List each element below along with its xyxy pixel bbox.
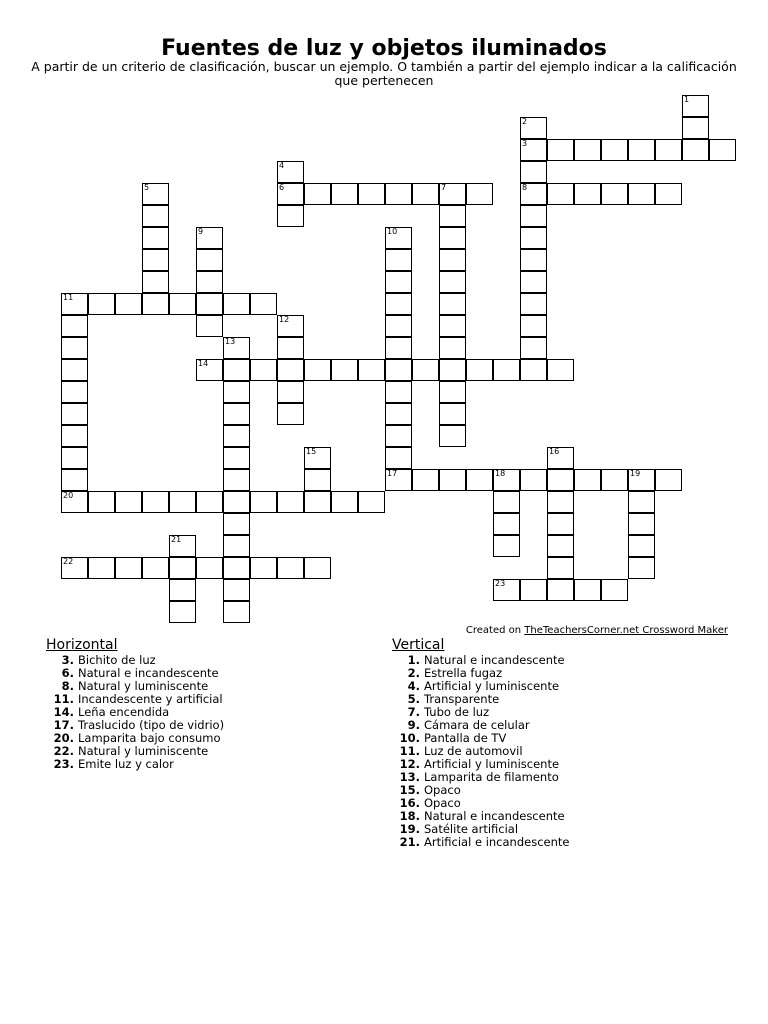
crossword-cell[interactable]	[439, 403, 466, 425]
crossword-cell[interactable]	[277, 183, 304, 205]
crossword-cell[interactable]	[223, 359, 250, 381]
crossword-cell[interactable]	[628, 535, 655, 557]
clue-number: 15	[306, 447, 317, 456]
crossword-cell[interactable]	[547, 513, 574, 535]
crossword-cell[interactable]	[196, 227, 223, 249]
clue-item-text: Pantalla de TV	[424, 731, 507, 745]
clue-number: 18	[495, 469, 506, 478]
crossword-cell[interactable]	[142, 227, 169, 249]
crossword-cell[interactable]	[439, 227, 466, 249]
crossword-cell[interactable]	[142, 557, 169, 579]
clue-item-text: Leña encendida	[78, 705, 170, 719]
crossword-cell[interactable]	[115, 293, 142, 315]
crossword-cell[interactable]	[277, 205, 304, 227]
crossword-cell[interactable]	[223, 579, 250, 601]
clue-item-number: 2.	[407, 666, 420, 680]
clue-number: 13	[225, 337, 236, 346]
crossword-cell[interactable]	[655, 139, 682, 161]
crossword-cell[interactable]	[223, 425, 250, 447]
crossword-cell[interactable]	[709, 139, 736, 161]
clue-item-text: Artificial y luminiscente	[424, 679, 560, 693]
crossword-cell[interactable]	[142, 271, 169, 293]
crossword-cell[interactable]	[385, 359, 412, 381]
clue-number: 16	[549, 447, 560, 456]
crossword-cell[interactable]	[439, 337, 466, 359]
crossword-cell[interactable]	[385, 469, 412, 491]
crossword-cell[interactable]	[385, 227, 412, 249]
crossword-cell[interactable]	[250, 491, 277, 513]
crossword-cell[interactable]	[547, 359, 574, 381]
clue-item-number: 3.	[61, 653, 74, 667]
clue-number: 14	[198, 359, 209, 368]
clue-number: 6	[279, 183, 285, 192]
clue-item-text: Transparente	[424, 692, 500, 706]
crossword-cell[interactable]	[493, 535, 520, 557]
crossword-cell[interactable]	[601, 579, 628, 601]
crossword-cell[interactable]	[439, 271, 466, 293]
crossword-cell[interactable]	[385, 447, 412, 469]
clue-number: 11	[63, 293, 74, 302]
credit-prefix: Created on	[465, 625, 522, 636]
crossword-cell[interactable]	[412, 183, 439, 205]
crossword-cell[interactable]	[223, 403, 250, 425]
horizontal-clue-list	[46, 654, 224, 771]
clue-item-number: 23.	[53, 757, 74, 771]
crossword-cell[interactable]	[169, 293, 196, 315]
crossword-cell[interactable]	[196, 359, 223, 381]
crossword-cell[interactable]	[520, 205, 547, 227]
clue-item-text: Estrella fugaz	[424, 666, 503, 680]
crossword-cell[interactable]	[358, 183, 385, 205]
clue-item-number: 13.	[399, 770, 420, 784]
crossword-cell[interactable]	[520, 271, 547, 293]
crossword-cell[interactable]	[61, 447, 88, 469]
crossword-cell[interactable]	[250, 359, 277, 381]
crossword-cell[interactable]	[196, 271, 223, 293]
crossword-cell[interactable]	[628, 491, 655, 513]
horizontal-clues	[46, 637, 224, 771]
crossword-cell[interactable]	[601, 183, 628, 205]
crossword-cell[interactable]	[601, 469, 628, 491]
crossword-cell[interactable]	[277, 337, 304, 359]
crossword-cell[interactable]	[223, 535, 250, 557]
crossword-cell[interactable]	[493, 469, 520, 491]
crossword-cell[interactable]	[61, 359, 88, 381]
crossword-cell[interactable]	[547, 139, 574, 161]
crossword-cell[interactable]	[223, 337, 250, 359]
crossword-cell[interactable]	[601, 139, 628, 161]
clue-item-text: Cámara de celular	[424, 718, 530, 732]
crossword-cell[interactable]	[574, 183, 601, 205]
clue-item-text: Opaco	[424, 796, 461, 810]
credit-link[interactable]: TheTeachersCorner.net Crossword Maker	[524, 625, 728, 636]
crossword-cell[interactable]	[547, 535, 574, 557]
crossword-cell[interactable]	[169, 601, 196, 623]
crossword-cell[interactable]	[223, 513, 250, 535]
crossword-cell[interactable]	[520, 249, 547, 271]
crossword-cell[interactable]	[277, 491, 304, 513]
clue-number: 7	[441, 183, 447, 192]
crossword-cell[interactable]	[304, 491, 331, 513]
crossword-cell[interactable]	[169, 535, 196, 557]
clue-item-number: 10.	[399, 731, 420, 745]
clue-item-text: Natural e incandescente	[424, 653, 565, 667]
crossword-cell[interactable]	[493, 513, 520, 535]
crossword-cell[interactable]	[385, 337, 412, 359]
crossword-cell[interactable]	[61, 403, 88, 425]
crossword-cell[interactable]	[61, 381, 88, 403]
clue-item-number: 12.	[399, 757, 420, 771]
crossword-cell[interactable]	[196, 557, 223, 579]
clue-number: 9	[198, 227, 204, 236]
crossword-cell[interactable]	[439, 183, 466, 205]
crossword-cell[interactable]	[331, 183, 358, 205]
crossword-cell[interactable]	[682, 117, 709, 139]
crossword-cell[interactable]	[277, 161, 304, 183]
clue-item-text: Lamparita bajo consumo	[78, 731, 221, 745]
clue-item-number: 20.	[53, 731, 74, 745]
page-title: Fuentes de luz y objetos iluminados	[161, 36, 607, 61]
credit-line	[466, 625, 728, 636]
crossword-cell[interactable]	[88, 491, 115, 513]
crossword-cell[interactable]	[304, 183, 331, 205]
clue-item-number: 5.	[407, 692, 420, 706]
crossword-cell[interactable]	[385, 249, 412, 271]
crossword-cell[interactable]	[169, 579, 196, 601]
crossword-cell[interactable]	[628, 469, 655, 491]
clue-item	[392, 836, 569, 849]
crossword-cell[interactable]	[547, 557, 574, 579]
crossword-cell[interactable]	[574, 469, 601, 491]
crossword-cell[interactable]	[439, 249, 466, 271]
crossword-cell[interactable]	[169, 491, 196, 513]
clue-item-number: 7.	[407, 705, 420, 719]
crossword-cell[interactable]	[142, 249, 169, 271]
crossword-cell[interactable]	[196, 491, 223, 513]
crossword-cell[interactable]	[466, 469, 493, 491]
clue-item-number: 16.	[399, 796, 420, 810]
crossword-cell[interactable]	[520, 183, 547, 205]
crossword-cell[interactable]	[196, 315, 223, 337]
crossword-cell[interactable]	[682, 95, 709, 117]
crossword-cell[interactable]	[385, 271, 412, 293]
vertical-clues	[392, 637, 569, 849]
clue-item-number: 17.	[53, 718, 74, 732]
clue-item-number: 11.	[53, 692, 74, 706]
clue-item-number: 21.	[399, 835, 420, 849]
crossword-cell[interactable]	[439, 293, 466, 315]
crossword-cell[interactable]	[439, 205, 466, 227]
crossword-cell[interactable]	[520, 293, 547, 315]
clue-item-number: 18.	[399, 809, 420, 823]
crossword-cell[interactable]	[61, 315, 88, 337]
crossword-cell[interactable]	[466, 359, 493, 381]
clue-item-text: Tubo de luz	[424, 705, 490, 719]
clue-item-text: Natural y luminiscente	[78, 744, 209, 758]
clue-item	[46, 758, 224, 771]
crossword-cell[interactable]	[439, 469, 466, 491]
crossword-cell[interactable]	[628, 513, 655, 535]
clue-item-text: Opaco	[424, 783, 461, 797]
crossword-cell[interactable]	[412, 469, 439, 491]
clue-item-number: 8.	[61, 679, 74, 693]
clue-item-text: Lamparita de filamento	[424, 770, 559, 784]
clue-number: 8	[522, 183, 528, 192]
crossword-cell[interactable]	[547, 579, 574, 601]
crossword-cell[interactable]	[304, 557, 331, 579]
crossword-cell[interactable]	[493, 579, 520, 601]
crossword-cell[interactable]	[439, 359, 466, 381]
crossword-cell[interactable]	[277, 557, 304, 579]
clue-item-number: 1.	[407, 653, 420, 667]
crossword-cell[interactable]	[142, 205, 169, 227]
crossword-cell[interactable]	[655, 183, 682, 205]
crossword-cell[interactable]	[520, 117, 547, 139]
crossword-cell[interactable]	[520, 161, 547, 183]
crossword-cell[interactable]	[520, 337, 547, 359]
crossword-cell[interactable]	[223, 601, 250, 623]
crossword-cell[interactable]	[493, 491, 520, 513]
clue-item-text: Luz de automovil	[424, 744, 523, 758]
crossword-cell[interactable]	[520, 315, 547, 337]
crossword-cell[interactable]	[277, 315, 304, 337]
crossword-cell[interactable]	[304, 469, 331, 491]
crossword-cell[interactable]	[547, 183, 574, 205]
clue-number: 2	[522, 117, 528, 126]
crossword-cell[interactable]	[520, 139, 547, 161]
crossword-cell[interactable]	[439, 425, 466, 447]
crossword-cell[interactable]	[439, 315, 466, 337]
clue-number: 19	[630, 469, 641, 478]
clue-item-text: Traslucido (tipo de vidrio)	[78, 718, 225, 732]
crossword-cell[interactable]	[115, 557, 142, 579]
crossword-cell[interactable]	[331, 359, 358, 381]
crossword-cell[interactable]	[250, 557, 277, 579]
clue-item-text: Natural e incandescente	[424, 809, 565, 823]
crossword-cell[interactable]	[142, 293, 169, 315]
clue-item-text: Artificial y luminiscente	[424, 757, 560, 771]
crossword-cell[interactable]	[385, 425, 412, 447]
crossword-cell[interactable]	[682, 139, 709, 161]
crossword-cell[interactable]	[61, 469, 88, 491]
clue-item-text: Emite luz y calor	[78, 757, 174, 771]
crossword-cell[interactable]	[196, 249, 223, 271]
clue-number: 17	[387, 469, 398, 478]
clue-item-text: Natural e incandescente	[78, 666, 219, 680]
clue-number: 1	[684, 95, 690, 104]
clue-item-number: 19.	[399, 822, 420, 836]
clue-item-text: Incandescente y artificial	[78, 692, 223, 706]
clue-item-number: 11.	[399, 744, 420, 758]
crossword-cell[interactable]	[142, 491, 169, 513]
clue-number: 23	[495, 579, 506, 588]
clue-number: 10	[387, 227, 398, 236]
crossword-cell[interactable]	[223, 447, 250, 469]
clue-item-text: Natural y luminiscente	[78, 679, 209, 693]
crossword-cell[interactable]	[520, 227, 547, 249]
crossword-cell[interactable]	[628, 557, 655, 579]
crossword-cell[interactable]	[61, 293, 88, 315]
crossword-cell[interactable]	[223, 557, 250, 579]
crossword-cell[interactable]	[223, 491, 250, 513]
crossword-cell[interactable]	[385, 293, 412, 315]
horizontal-heading: Horizontal	[46, 637, 118, 653]
crossword-cell[interactable]	[385, 403, 412, 425]
clue-number: 12	[279, 315, 290, 324]
crossword-cell[interactable]	[574, 139, 601, 161]
crossword-cell[interactable]	[61, 491, 88, 513]
clue-item-number: 4.	[407, 679, 420, 693]
crossword-cell[interactable]	[223, 293, 250, 315]
crossword-cell[interactable]	[223, 381, 250, 403]
crossword-cell[interactable]	[277, 381, 304, 403]
crossword-cell[interactable]	[250, 293, 277, 315]
clue-number: 20	[63, 491, 74, 500]
crossword-cell[interactable]	[385, 183, 412, 205]
clue-item-number: 22.	[53, 744, 74, 758]
crossword-cell[interactable]	[277, 403, 304, 425]
crossword-cell[interactable]	[655, 469, 682, 491]
clue-number: 21	[171, 535, 182, 544]
crossword-cell[interactable]	[61, 557, 88, 579]
clue-number: 5	[144, 183, 150, 192]
clue-item-number: 6.	[61, 666, 74, 680]
crossword-cell[interactable]	[547, 447, 574, 469]
crossword-cell[interactable]	[466, 183, 493, 205]
vertical-heading: Vertical	[392, 637, 445, 653]
crossword-cell[interactable]	[628, 139, 655, 161]
clue-item-number: 15.	[399, 783, 420, 797]
crossword-cell[interactable]	[574, 579, 601, 601]
clue-number: 4	[279, 161, 285, 170]
crossword-cell[interactable]	[628, 183, 655, 205]
crossword-cell[interactable]	[547, 491, 574, 513]
crossword-cell[interactable]	[385, 315, 412, 337]
crossword-cell[interactable]	[88, 557, 115, 579]
crossword-cell[interactable]	[520, 469, 547, 491]
clue-number: 22	[63, 557, 74, 566]
crossword-cell[interactable]	[115, 491, 142, 513]
crossword-cell[interactable]	[88, 293, 115, 315]
vertical-clue-list	[392, 654, 569, 849]
crossword-cell[interactable]	[169, 557, 196, 579]
instructions: A partir de un criterio de clasificación, buscar un ejemplo. O también a partir del ejemplo indicar a la calificación que pertenecen	[31, 59, 737, 88]
crossword-cell[interactable]	[304, 359, 331, 381]
clue-item-text: Bichito de luz	[78, 653, 156, 667]
crossword-cell[interactable]	[61, 425, 88, 447]
crossword-cell[interactable]	[493, 359, 520, 381]
crossword-cell[interactable]	[358, 491, 385, 513]
clue-item-number: 14.	[53, 705, 74, 719]
crossword-cell[interactable]	[547, 469, 574, 491]
crossword-cell[interactable]	[142, 183, 169, 205]
crossword-cell[interactable]	[331, 491, 358, 513]
crossword-cell[interactable]	[358, 359, 385, 381]
crossword-cell[interactable]	[520, 579, 547, 601]
crossword-cell[interactable]	[196, 293, 223, 315]
crossword-cell[interactable]	[61, 337, 88, 359]
crossword-cell[interactable]	[439, 381, 466, 403]
crossword-cell[interactable]	[412, 359, 439, 381]
crossword-cell[interactable]	[304, 447, 331, 469]
clue-item-text: Satélite artificial	[424, 822, 519, 836]
clue-item-text: Artificial e incandescente	[424, 835, 570, 849]
crossword-cell[interactable]	[520, 359, 547, 381]
crossword-cell[interactable]	[223, 469, 250, 491]
crossword-cell[interactable]	[385, 381, 412, 403]
crossword-cell[interactable]	[277, 359, 304, 381]
clue-item-number: 9.	[407, 718, 420, 732]
clue-number: 3	[522, 139, 528, 148]
